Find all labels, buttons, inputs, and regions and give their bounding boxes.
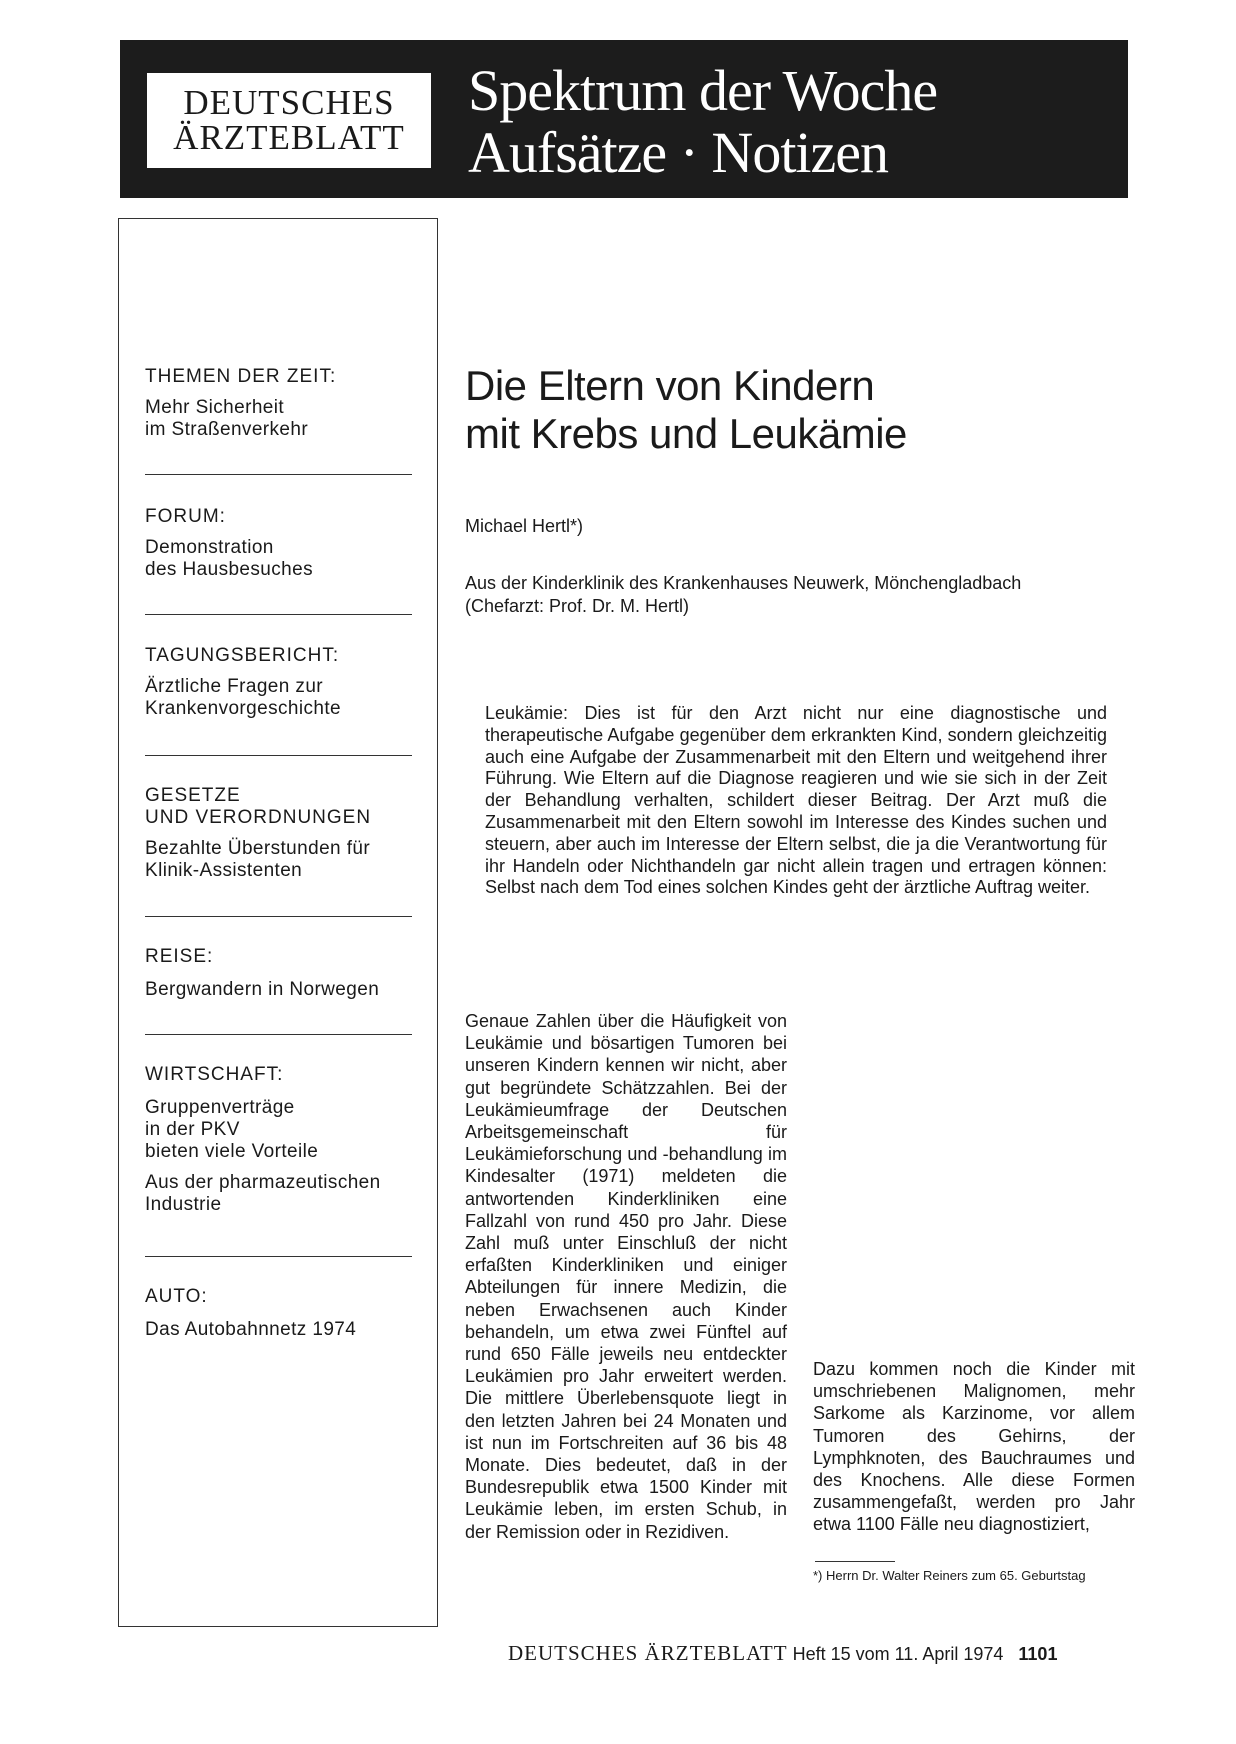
sidebar-divider <box>145 474 412 475</box>
footer-brand: DEUTSCHES ÄRZTEBLATT <box>508 1641 788 1665</box>
sidebar-section-auto <box>145 1286 435 1341</box>
article-affiliation: Aus der Kinderklinik des Krankenhauses Neuwerk, Mönchengladbach (Chefarzt: Prof. Dr. M. Hertl) <box>465 573 1022 616</box>
sidebar-section-forum <box>145 506 435 581</box>
article-footnote: *) Herrn Dr. Walter Reiners zum 65. Geburtstag <box>813 1568 1086 1583</box>
sidebar-item: Ärztliche Fragen zur Krankenvorgeschichte <box>145 676 341 719</box>
page-footer <box>508 1642 1057 1665</box>
sidebar-divider <box>145 916 412 917</box>
masthead-logo <box>147 73 431 168</box>
sidebar-heading: FORUM: <box>145 506 226 527</box>
sidebar-item: Demonstration des Hausbesuches <box>145 537 314 580</box>
article-author: Michael Hertl*) <box>465 516 584 536</box>
sidebar-heading: THEMEN DER ZEIT: <box>145 366 337 387</box>
masthead-line-1: DEUTSCHES <box>183 83 395 122</box>
sidebar-heading: AUTO: <box>145 1286 208 1307</box>
footer-issue: Heft 15 vom 11. April 1974 <box>792 1644 1004 1664</box>
page-number: 1101 <box>1018 1644 1058 1664</box>
sidebar-item: Das Autobahnnetz 1974 <box>145 1319 357 1340</box>
header-title-line-2: Aufsätze · Notizen <box>468 120 889 185</box>
sidebar-section-gesetze <box>145 785 435 882</box>
sidebar-heading: TAGUNGSBERICHT: <box>145 645 340 666</box>
sidebar-section-themen <box>145 366 435 441</box>
sidebar-divider <box>145 1034 412 1035</box>
header-title-line-1: Spektrum der Woche <box>468 58 938 123</box>
sidebar-item: Bezahlte Überstunden für Klinik-Assistenten <box>145 838 371 881</box>
article-body-column-1: Genaue Zahlen über die Häufigkeit von Leukämie und bösartigen Tumoren bei unseren Kindern kennen wir nicht, aber gut begründete Schätzzahlen. Bei der Leukämieumfrage der Deutschen Arbeitsgemeinschaft für Leukämieforschung und -behandlung im Kindesalter (1971) meldeten die antwortenden Kinderkliniken eine Fallzahl von rund 450 pro Jahr. Diese Zahl muß unter Einschluß der nicht erfaßten Kinderkliniken und einiger Abteilungen für innere Medizin, die neben Erwachsenen auch Kinder behandeln, um etwa zwei Fünftel auf rund 650 Fälle jeweils neu entdeckter Leukämien pro Jahr erweitert werden. Die mittlere Überlebensquote liegt in den letzten Jahren bei 24 Monaten und ist nun im Fortschreiten auf 36 bis 48 Monate. Dies bedeutet, daß in der Bundesrepublik etwa 1500 Kinder mit Leukämie leben, im ersten Schub, in der Remission oder in Rezidiven. <box>465 1011 787 1542</box>
footnote-divider <box>815 1561 895 1562</box>
sidebar-item: Bergwandern in Norwegen <box>145 979 380 1000</box>
sidebar-heading: WIRTSCHAFT: <box>145 1064 284 1085</box>
article-abstract: Leukämie: Dies ist für den Arzt nicht nur eine diagnostische und therapeutische Aufgabe gegenüber dem erkrankten Kind, sondern gleichzeitig auch eine Aufgabe der Zusammenarbeit mit den Eltern und weitgehend ihrer Führung. Wie Eltern auf die Diagnose reagieren und wie sie sich in der Zeit der Behandlung verhalten, schildert dieser Beitrag. Der Arzt muß die Zusammenarbeit mit den Eltern sowohl im Interesse des Kindes suchen und steuern, aber auch im Interesse der Eltern selbst, die ja die Verantwortung für ihr Handeln oder Nichthandeln gar nicht allein tragen und ertragen können: Selbst nach dem Tod eines solchen Kindes geht der ärztliche Auftrag weiter. <box>485 703 1107 898</box>
sidebar-section-wirtschaft <box>145 1064 435 1216</box>
sidebar-heading: REISE: <box>145 946 214 967</box>
sidebar-divider <box>145 614 412 615</box>
sidebar-divider <box>145 1256 412 1257</box>
sidebar-item: Aus der pharmazeutischen Industrie <box>145 1172 381 1215</box>
sidebar-item: Mehr Sicherheit im Straßenverkehr <box>145 397 309 440</box>
sidebar-section-reise <box>145 946 435 1001</box>
sidebar-section-tagungsbericht <box>145 645 435 720</box>
article-body-column-2: Dazu kommen noch die Kinder mit umschriebenen Malignomen, mehr Sarkome als Karzinome, vor allem Tumoren des Gehirns, der Lymphknoten, des Bauchraumes und des Knochens. Alle diese Formen zusammengefaßt, werden pro Jahr etwa 1100 Fälle neu diagnostiziert, <box>813 1359 1135 1535</box>
sidebar-divider <box>145 755 412 756</box>
sidebar-heading: GESETZE UND VERORDNUNGEN <box>145 785 372 828</box>
article-title: Die Eltern von Kindern mit Krebs und Leukämie <box>465 362 907 457</box>
sidebar-item: Gruppenverträge in der PKV bieten viele Vorteile <box>145 1097 319 1162</box>
masthead-line-2: ÄRZTEBLATT <box>173 118 405 157</box>
